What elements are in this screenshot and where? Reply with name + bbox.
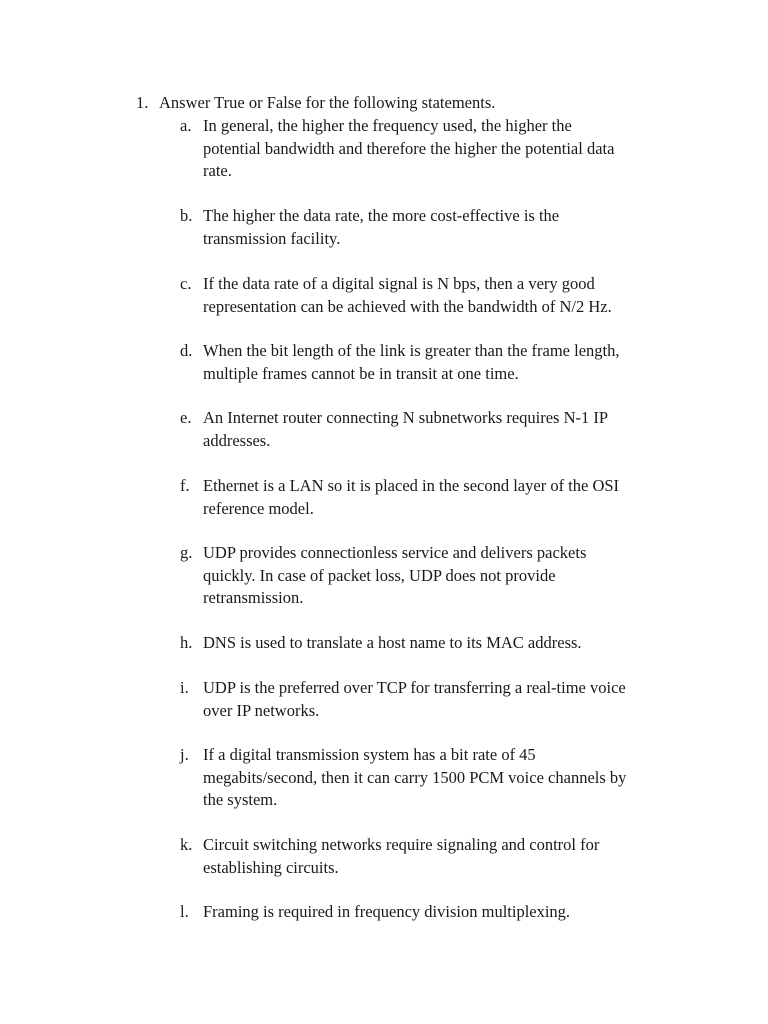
- statement-l: [180, 901, 680, 924]
- statement-line: Ethernet is a LAN so it is placed in the second layer of the OSI: [203, 476, 620, 495]
- statement-b: [180, 205, 680, 250]
- statement-letter: d.: [180, 341, 193, 360]
- statement-letter: b.: [180, 206, 193, 225]
- statement-line: If the data rate of a digital signal is N bps, then a very good: [203, 274, 595, 293]
- statement-line: DNS is used to translate a host name to its MAC address.: [203, 633, 582, 652]
- question-prompt: Answer True or False for the following statements.: [159, 93, 496, 112]
- statement-letter: a.: [180, 116, 192, 135]
- statement-line: addresses.: [203, 430, 271, 450]
- statement-g: [180, 542, 680, 610]
- statement-letter: g.: [180, 543, 193, 562]
- statement-text: [203, 475, 680, 520]
- statement-line: The higher the data rate, the more cost-effective is the: [203, 206, 560, 225]
- statement-line: multiple frames cannot be in transit at one time.: [203, 363, 519, 383]
- statement-text: [203, 834, 680, 879]
- statement-line: When the bit length of the link is greater than the frame length,: [203, 341, 620, 360]
- statement-text: [203, 340, 680, 385]
- statement-text: [203, 115, 680, 183]
- statement-k: [180, 834, 680, 879]
- question-1: [136, 92, 716, 921]
- statement-line: If a digital transmission system has a bit rate of 45: [203, 745, 536, 764]
- statement-letter: k.: [180, 835, 193, 854]
- statement-line: Circuit switching networks require signaling and control for: [203, 835, 600, 854]
- statement-a: [180, 115, 680, 183]
- statement-letter: j.: [180, 745, 189, 764]
- statement-letter: h.: [180, 633, 193, 652]
- statement-c: [180, 273, 680, 318]
- statement-line: transmission facility.: [203, 228, 341, 248]
- statement-text: [203, 744, 680, 812]
- statement-text: [203, 901, 680, 924]
- statement-i: [180, 677, 680, 722]
- statement-letter: i.: [180, 678, 189, 697]
- statement-j: [180, 744, 680, 812]
- statement-d: [180, 340, 680, 385]
- statement-line: quickly. In case of packet loss, UDP does not provide: [203, 565, 556, 585]
- statement-text: [203, 407, 680, 452]
- statement-line: An Internet router connecting N subnetworks requires N-1 IP: [203, 408, 609, 427]
- statement-line: UDP is the preferred over TCP for transferring a real-time voice: [203, 678, 626, 697]
- statement-letter: f.: [180, 476, 190, 495]
- statement-line: over IP networks.: [203, 700, 320, 720]
- statement-line: Framing is required in frequency division multiplexing.: [203, 902, 571, 921]
- statement-letter: e.: [180, 408, 192, 427]
- statement-line: establishing circuits.: [203, 857, 339, 877]
- statement-e: [180, 407, 680, 452]
- statement-line: the system.: [203, 790, 278, 809]
- statement-text: [203, 273, 680, 318]
- statement-f: [180, 475, 680, 520]
- statement-text: [203, 677, 680, 722]
- statement-text: [203, 542, 680, 610]
- statement-h: [180, 632, 680, 655]
- statement-line: reference model.: [203, 498, 314, 518]
- statement-line: potential bandwidth and therefore the higher the potential data: [203, 138, 615, 158]
- statement-line: megabits/second, then it can carry 1500 PCM voice channels by: [203, 767, 627, 787]
- statement-line: retransmission.: [203, 588, 304, 607]
- statement-line: UDP provides connectionless service and delivers packets: [203, 543, 587, 562]
- statement-line: In general, the higher the frequency used, the higher the: [203, 116, 572, 135]
- statement-line: representation can be achieved with the bandwidth of N/2 Hz.: [203, 296, 612, 316]
- question-header: [136, 92, 716, 115]
- statement-text: [203, 205, 680, 250]
- statement-text: [203, 632, 680, 655]
- statement-letter: l.: [180, 902, 189, 921]
- statement-letter: c.: [180, 274, 192, 293]
- question-number: 1.: [136, 93, 149, 112]
- statement-line: rate.: [203, 161, 232, 180]
